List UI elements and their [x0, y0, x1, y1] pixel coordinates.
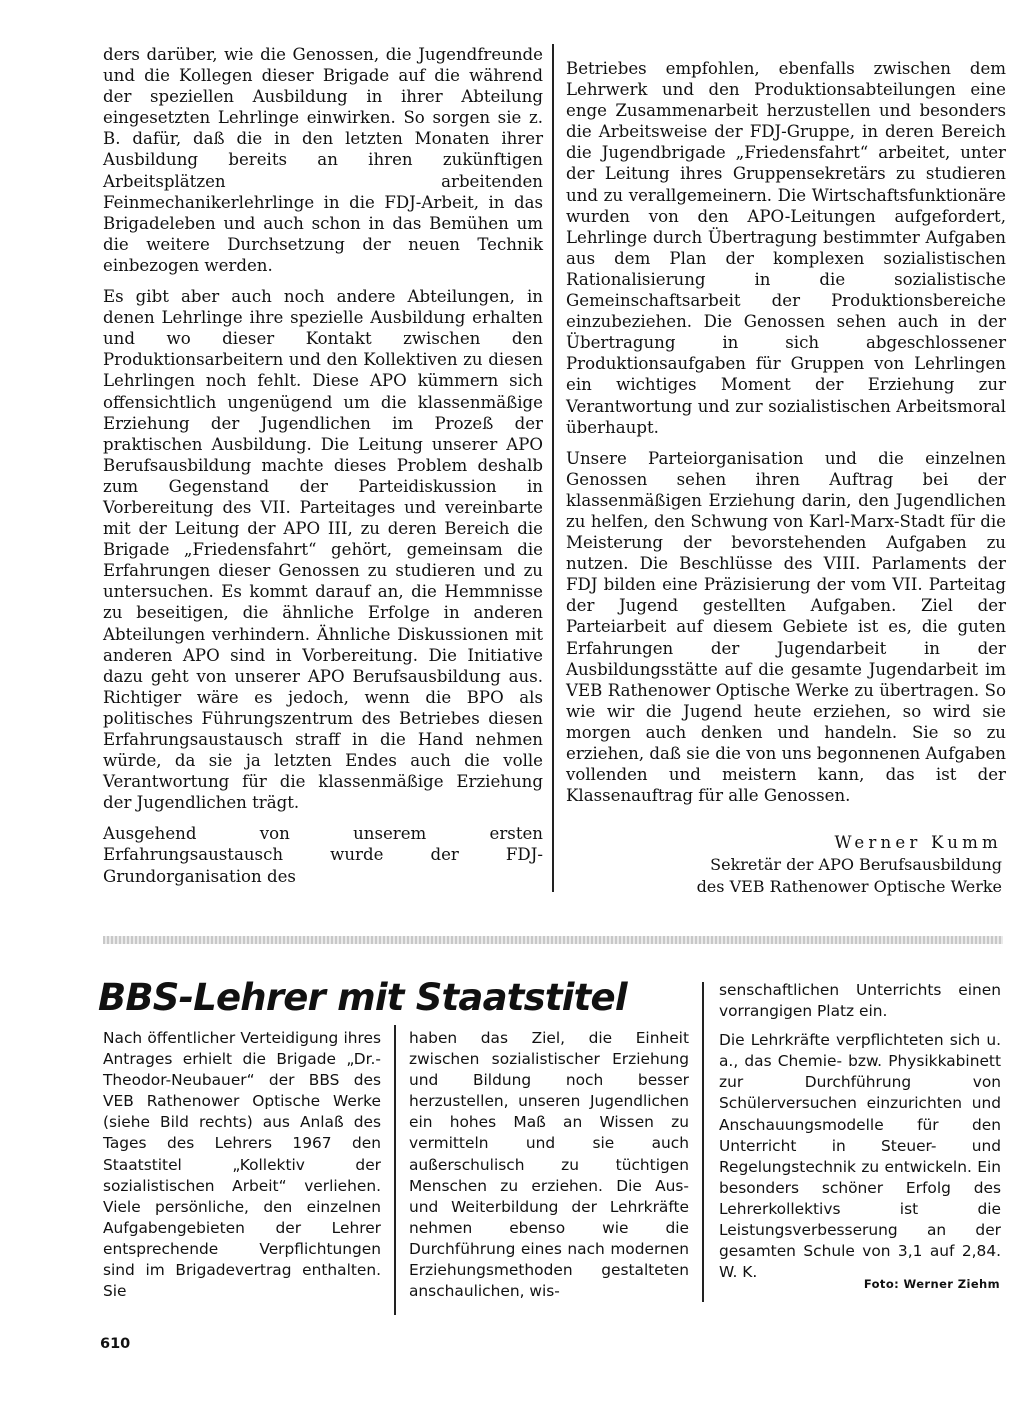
author-organization: des VEB Rathenower Optische Werke [696, 877, 1002, 896]
page-number: 610 [100, 1336, 131, 1352]
section-separator [103, 936, 1003, 944]
top-article-left-column [103, 44, 543, 897]
author-name: Werner Kumm [834, 833, 1002, 852]
paragraph: Es gibt aber auch noch andere Abteilungen, in denen Lehrlinge ihre spezielle Ausbildung erhalten und wo dieser Kontakt zwischen den Produktionsarbeitern und den Kollektiven zu diesen Lehrlingen noch fehlt. Diese APO kümmern sich offensichtlich ungenügend um die klassenmäßige Erziehung der Jugendlichen im Prozeß der praktischen Ausbildung. Die Leitung unserer APO Berufsausbildung machte dieses Problem deshalb zum Gegenstand der Parteidiskussion in Vorbereitung des VII. Parteitages und vereinbarte mit der Leitung der APO III, zu deren Bereich die Brigade „Friedensfahrt“ gehört, gemeinsam die Erfahrungen dieser Genossen zu studieren und zu untersuchen. Es kommt darauf an, die Hemmnisse zu beseitigen, die ähnliche Erfolge in anderen Abteilungen verhindern. Ähnliche Diskussionen mit anderen APO sind in Vorbereitung. Die Initiative dazu geht von unserer APO Berufsausbildung aus. Richtiger wäre es jedoch, wenn die BPO als politisches Führungszentrum des Betriebes diesen Erfahrungsaustausch straff in die Hand nehmen würde, da sie ja letzten Endes auch die volle Verantwortung für die klassenmäßige Erziehung der Jugendlichen trägt. [103, 287, 543, 813]
bottom-article-column-1 [103, 1028, 381, 1310]
paragraph: senschaftlichen Unterrichts einen vorrangigen Platz ein. [719, 981, 1001, 1021]
author-signature [566, 832, 1002, 898]
paragraph: Betriebes empfohlen, ebenfalls zwischen dem Lehrwerk und den Produktionsabteilungen eine enge Zusammenarbeit herzustellen und besonders die Arbeitsweise der FDJ-Gruppe, in deren Bereich die Jugendbrigade „Friedensfahrt“ arbeitet, unter der Leitung ihres Gruppensekretärs zu studieren und zu verallgemeinern. Die Wirtschaftsfunktionäre wurden von den APO-Leitungen aufgefordert, Lehrlinge durch Übertragung bestimmter Aufgaben aus dem Plan der komplexen sozialistischen Rationalisierung in die sozialistische Gemeinschaftsarbeit der Produktionsbereiche einzubeziehen. Die Genossen sehen auch in der Übertragung in sich abgeschlossener Produktionsaufgaben für Gruppen von Lehrlingen ein wichtiges Moment der Erziehung zur Verantwortung und zur sozialistischen Arbeitsmoral überhaupt. [566, 59, 1006, 437]
paragraph: ders darüber, wie die Genossen, die Jugendfreunde und die Kollegen dieser Brigade auf die während der speziellen Ausbildung in ihrer Abteilung eingesetzten Lehrlinge einwirken. So sorgen sie z. B. dafür, daß die in den letzten Monaten ihrer Ausbildung bereits an ihren zukünftigen Arbeitsplätzen arbeitenden Feinmechanikerlehrlinge in die FDJ-Arbeit, in das Brigadeleben und auch schon in das Bemühen um die weitere Durchsetzung der neuen Technik einbezogen werden. [103, 45, 543, 275]
column-divider [552, 44, 554, 892]
article-headline: BBS-Lehrer mit Staatstitel [98, 976, 627, 1019]
column-divider [394, 1025, 396, 1315]
paragraph: haben das Ziel, die Einheit zwischen sozialistischer Erziehung und Bildung noch besser herzustellen, unseren Jugendlichen ein hohes Maß an Wissen zu vermitteln und sie auch außerschulisch zu tüchtigen Menschen zu erziehen. Die Aus- und Weiterbildung der Lehrkräfte nehmen ebenso wie die Durchführung eines nach modernen Erziehungsmethoden gestalteten anschaulichen, wis- [409, 1029, 689, 1301]
photo-credit: Foto: Werner Ziehm [863, 1277, 1000, 1291]
paragraph: Unsere Parteiorganisation und die einzelnen Genossen sehen ihren Auftrag bei der klassenmäßigen Erziehung darin, den Jugendlichen zu helfen, den Schwung von Karl-Marx-Stadt für die Meisterung der bevorstehenden Aufgaben zu nutzen. Die Beschlüsse des VIII. Parlaments der FDJ bilden eine Präzisierung der vom VII. Parteitag der Jugend gestellten Aufgaben. Ziel der Parteiarbeit auf diesem Gebiete ist es, die guten Erfahrungen der Jugendarbeit in der Ausbildungsstätte auf die gesamte Jugendarbeit im VEB Rathenower Optische Werke zu übertragen. So wie wir die Jugend heute erziehen, so wird sie morgen auch denken und handeln. Sie so zu erziehen, daß sie die von uns begonnenen Aufgaben vollenden und meistern kann, das ist der Klassenauftrag für alle Genossen. [566, 448, 1006, 806]
author-title: Sekretär der APO Berufsausbildung [710, 855, 1002, 874]
top-article-right-column [566, 58, 1006, 816]
bottom-article-column-3 [719, 980, 1001, 1291]
paragraph: Ausgehend von unserem ersten Erfahrungsaustausch wurde der FDJ-Grundorganisation des [103, 824, 543, 886]
column-divider [702, 982, 704, 1302]
paragraph: Die Lehrkräfte verpflichteten sich u. a., das Chemie- bzw. Physikkabinett zur Durchführung von Schülerversuchen einzurichten und Anschauungsmodelle für den Unterricht in Steuer- und Regelungstechnik zu entwickeln. Ein besonders schöner Erfolg des Lehrerkollektivs ist die Leistungsverbesserung an der gesamten Schule von 3,1 auf 2,84. W. K. [719, 1031, 1001, 1282]
paragraph: Nach öffentlicher Verteidigung ihres Antrages erhielt die Brigade „Dr.-Theodor-Neubauer“ der BBS des VEB Rathenower Optische Werke (siehe Bild rechts) aus Anlaß des Tages des Lehrers 1967 den Staatstitel „Kollektiv der sozialistischen Arbeit“ verliehen. Viele persönliche, den einzelnen Aufgabengebieten der Lehrer entsprechende Verpflichtungen sind im Brigadevertrag enthalten. Sie [103, 1029, 381, 1301]
bottom-article-column-2 [409, 1028, 689, 1310]
